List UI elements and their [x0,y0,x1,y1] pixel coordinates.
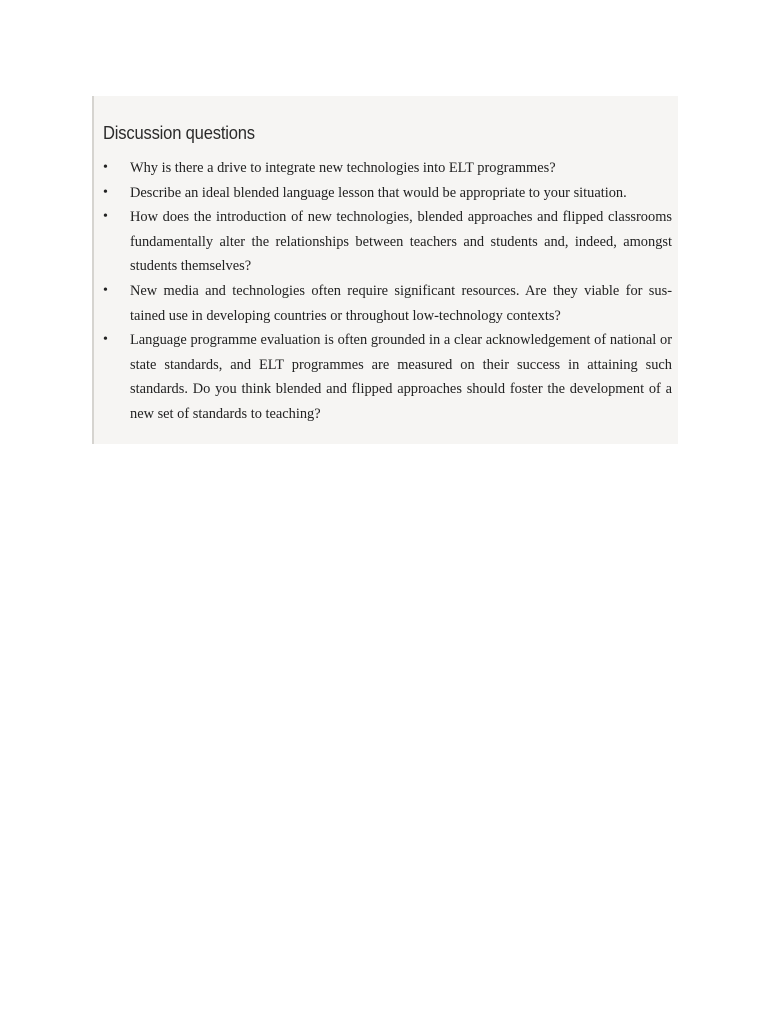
bullet-icon: • [103,332,108,348]
question-item [94,181,678,206]
discussion-questions-box [92,96,678,444]
question-text: Why is there a drive to integrate new technologies into ELT programmes? [130,160,556,176]
question-item [94,156,678,181]
bullet-icon: • [103,209,108,225]
question-item [94,205,678,279]
question-item [94,328,678,426]
section-title: Discussion questions [103,123,255,143]
question-text: Describe an ideal blended language lesson that would be appropriate to your situation. [130,184,627,201]
question-text: Language programme evaluation is often grounded in a clear acknowledgement of national or state standards, and ELT programmes are measured on their success in attaining such standards. Do you think blended and flipped approaches should foster the development of a new set of standards to teaching? [130,332,672,422]
bullet-icon: • [103,160,108,175]
question-item [94,279,678,328]
question-list [94,156,678,427]
bullet-icon: • [103,282,108,298]
question-text: How does the introduction of new technologies, blended approaches and flipped classrooms fundamentally alter the relationships between teachers and students and, indeed, amongst students themselves? [130,209,672,275]
bullet-icon: • [103,184,108,200]
question-text: New media and technologies often require significant resources. Are they viable for sus-tained use in developing countries or throughout low-technology contexts? [130,282,672,324]
